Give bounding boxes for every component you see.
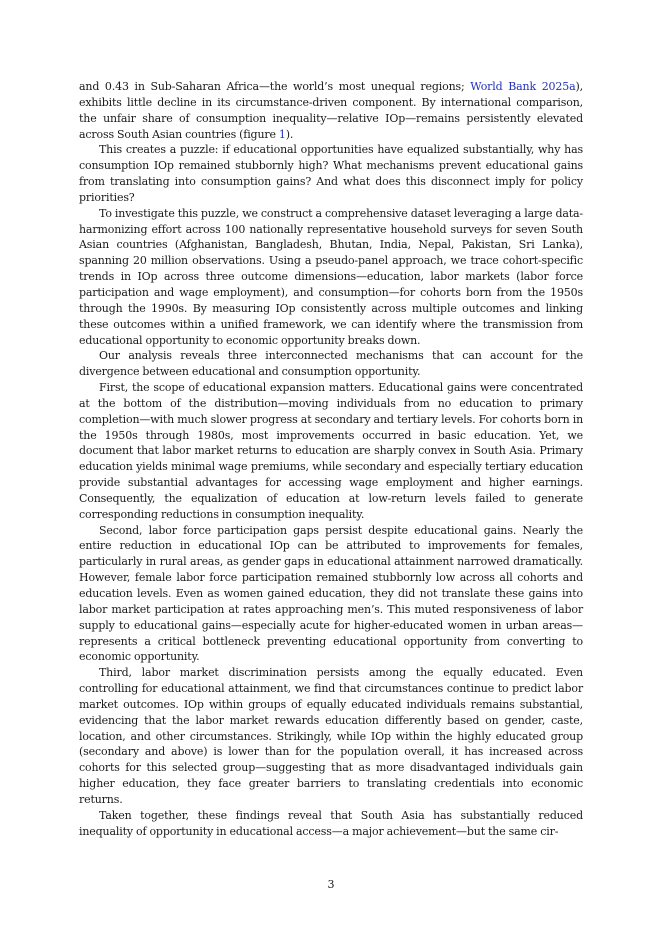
- paragraph-text: First, the scope of educational expansion matters. Educational gains were concentrated at the bottom of the distribution—moving individuals from no education to primary completion—with much slower progress at secondary and tertiary levels. For cohorts born in the 1950s through 1980s, most improvements occurred in basic education. Yet, we document that labor market returns to education are sharply convex in South Asia. Primary education yields minimal wage premiums, while secondary and especially tertiary education provide substantial advantages for accessing wage employment and higher earnings. Consequently, the equalization of education at low-return levels failed to generate corresponding reductions in consumption inequality.: [79, 381, 583, 521]
- paragraph: [79, 79, 583, 142]
- citation-link[interactable]: World Bank 2025a: [470, 80, 576, 93]
- paragraph: [79, 206, 583, 349]
- paragraph-text: Taken together, these findings reveal that South Asia has substantially reduced inequality of opportunity in educational access—a major achievement—but the same cir-: [79, 808, 583, 838]
- paragraph: [79, 142, 583, 205]
- paper-body: [79, 79, 583, 840]
- paragraph-text: Our analysis reveals three interconnected mechanisms that can account for the divergence between educational and consumption opportunity.: [79, 349, 583, 379]
- paragraph-text: ).: [285, 127, 294, 141]
- paragraph: [79, 348, 583, 380]
- paragraph-text: Second, labor force participation gaps persist despite educational gains. Nearly the entire reduction in educational IOp can be attributed to improvements for females, particularly in rural areas, as gender gaps in educational attainment narrowed dramatically. However, female labor force participation remained stubbornly low across all cohorts and education levels. Even as women gained education, they did not translate these gains into labor market participation at rates approaching men’s. This muted responsiveness of labor supply to educational gains—especially acute for higher-educated women in urban areas—represents a critical bottleneck preventing educational opportunity from converting to economic opportunity.: [79, 523, 583, 664]
- paragraph-text: This creates a puzzle: if educational opportunities have equalized substantially, why has consumption IOp remained stubbornly high? What mechanisms prevent educational gains from translating into consumption gains? And what does this disconnect imply for policy priorities?: [79, 143, 583, 204]
- page-number: 3: [327, 878, 335, 891]
- paragraph-text: Third, labor market discrimination persists among the equally educated. Even controlling for educational attainment, we find that circumstances continue to predict labor market outcomes. IOp within groups of equally educated individuals remains substantial, evidencing that the labor market rewards education differently based on gender, caste, location, and other circumstances. Strikingly, while IOp within the highly educated group (secondary and above) is lower than for the population overall, it has increased across cohorts for this selected group—suggesting that as more disadvantaged individuals gain higher education, they face greater barriers to translating credentials into economic returns.: [79, 666, 583, 806]
- paragraph-text: ), exhibits little decline in its circumstance-driven component. By international comparison, the unfair share of consumption inequality—relative IOp—remains persistently elevated across South Asian countries (figure: [79, 80, 583, 141]
- paragraph: [79, 808, 583, 840]
- paragraph-text: and 0.43 in Sub-Saharan Africa—the world’s most unequal regions;: [79, 80, 471, 93]
- paragraph: [79, 523, 583, 666]
- paragraph-text: To investigate this puzzle, we construct a comprehensive dataset leveraging a large data-harmonizing effort across 100 nationally representative household surveys for seven South Asian countries (Afghanistan, Bangladesh, Bhutan, India, Nepal, Pakistan, Sri Lanka), spanning 20 million observations. Using a pseudo-panel approach, we trace cohort-specific trends in IOp across three outcome dimensions—education, labor markets (labor force participation and wage employment), and consumption—for cohorts born from the 1950s through the 1990s. By measuring IOp consistently across multiple outcomes and linking these outcomes within a unified framework, we can identify where the transmission from educational opportunity to economic opportunity breaks down.: [79, 206, 583, 347]
- paragraph: [79, 665, 583, 808]
- citation-link[interactable]: 1: [278, 127, 286, 141]
- paragraph: [79, 380, 583, 523]
